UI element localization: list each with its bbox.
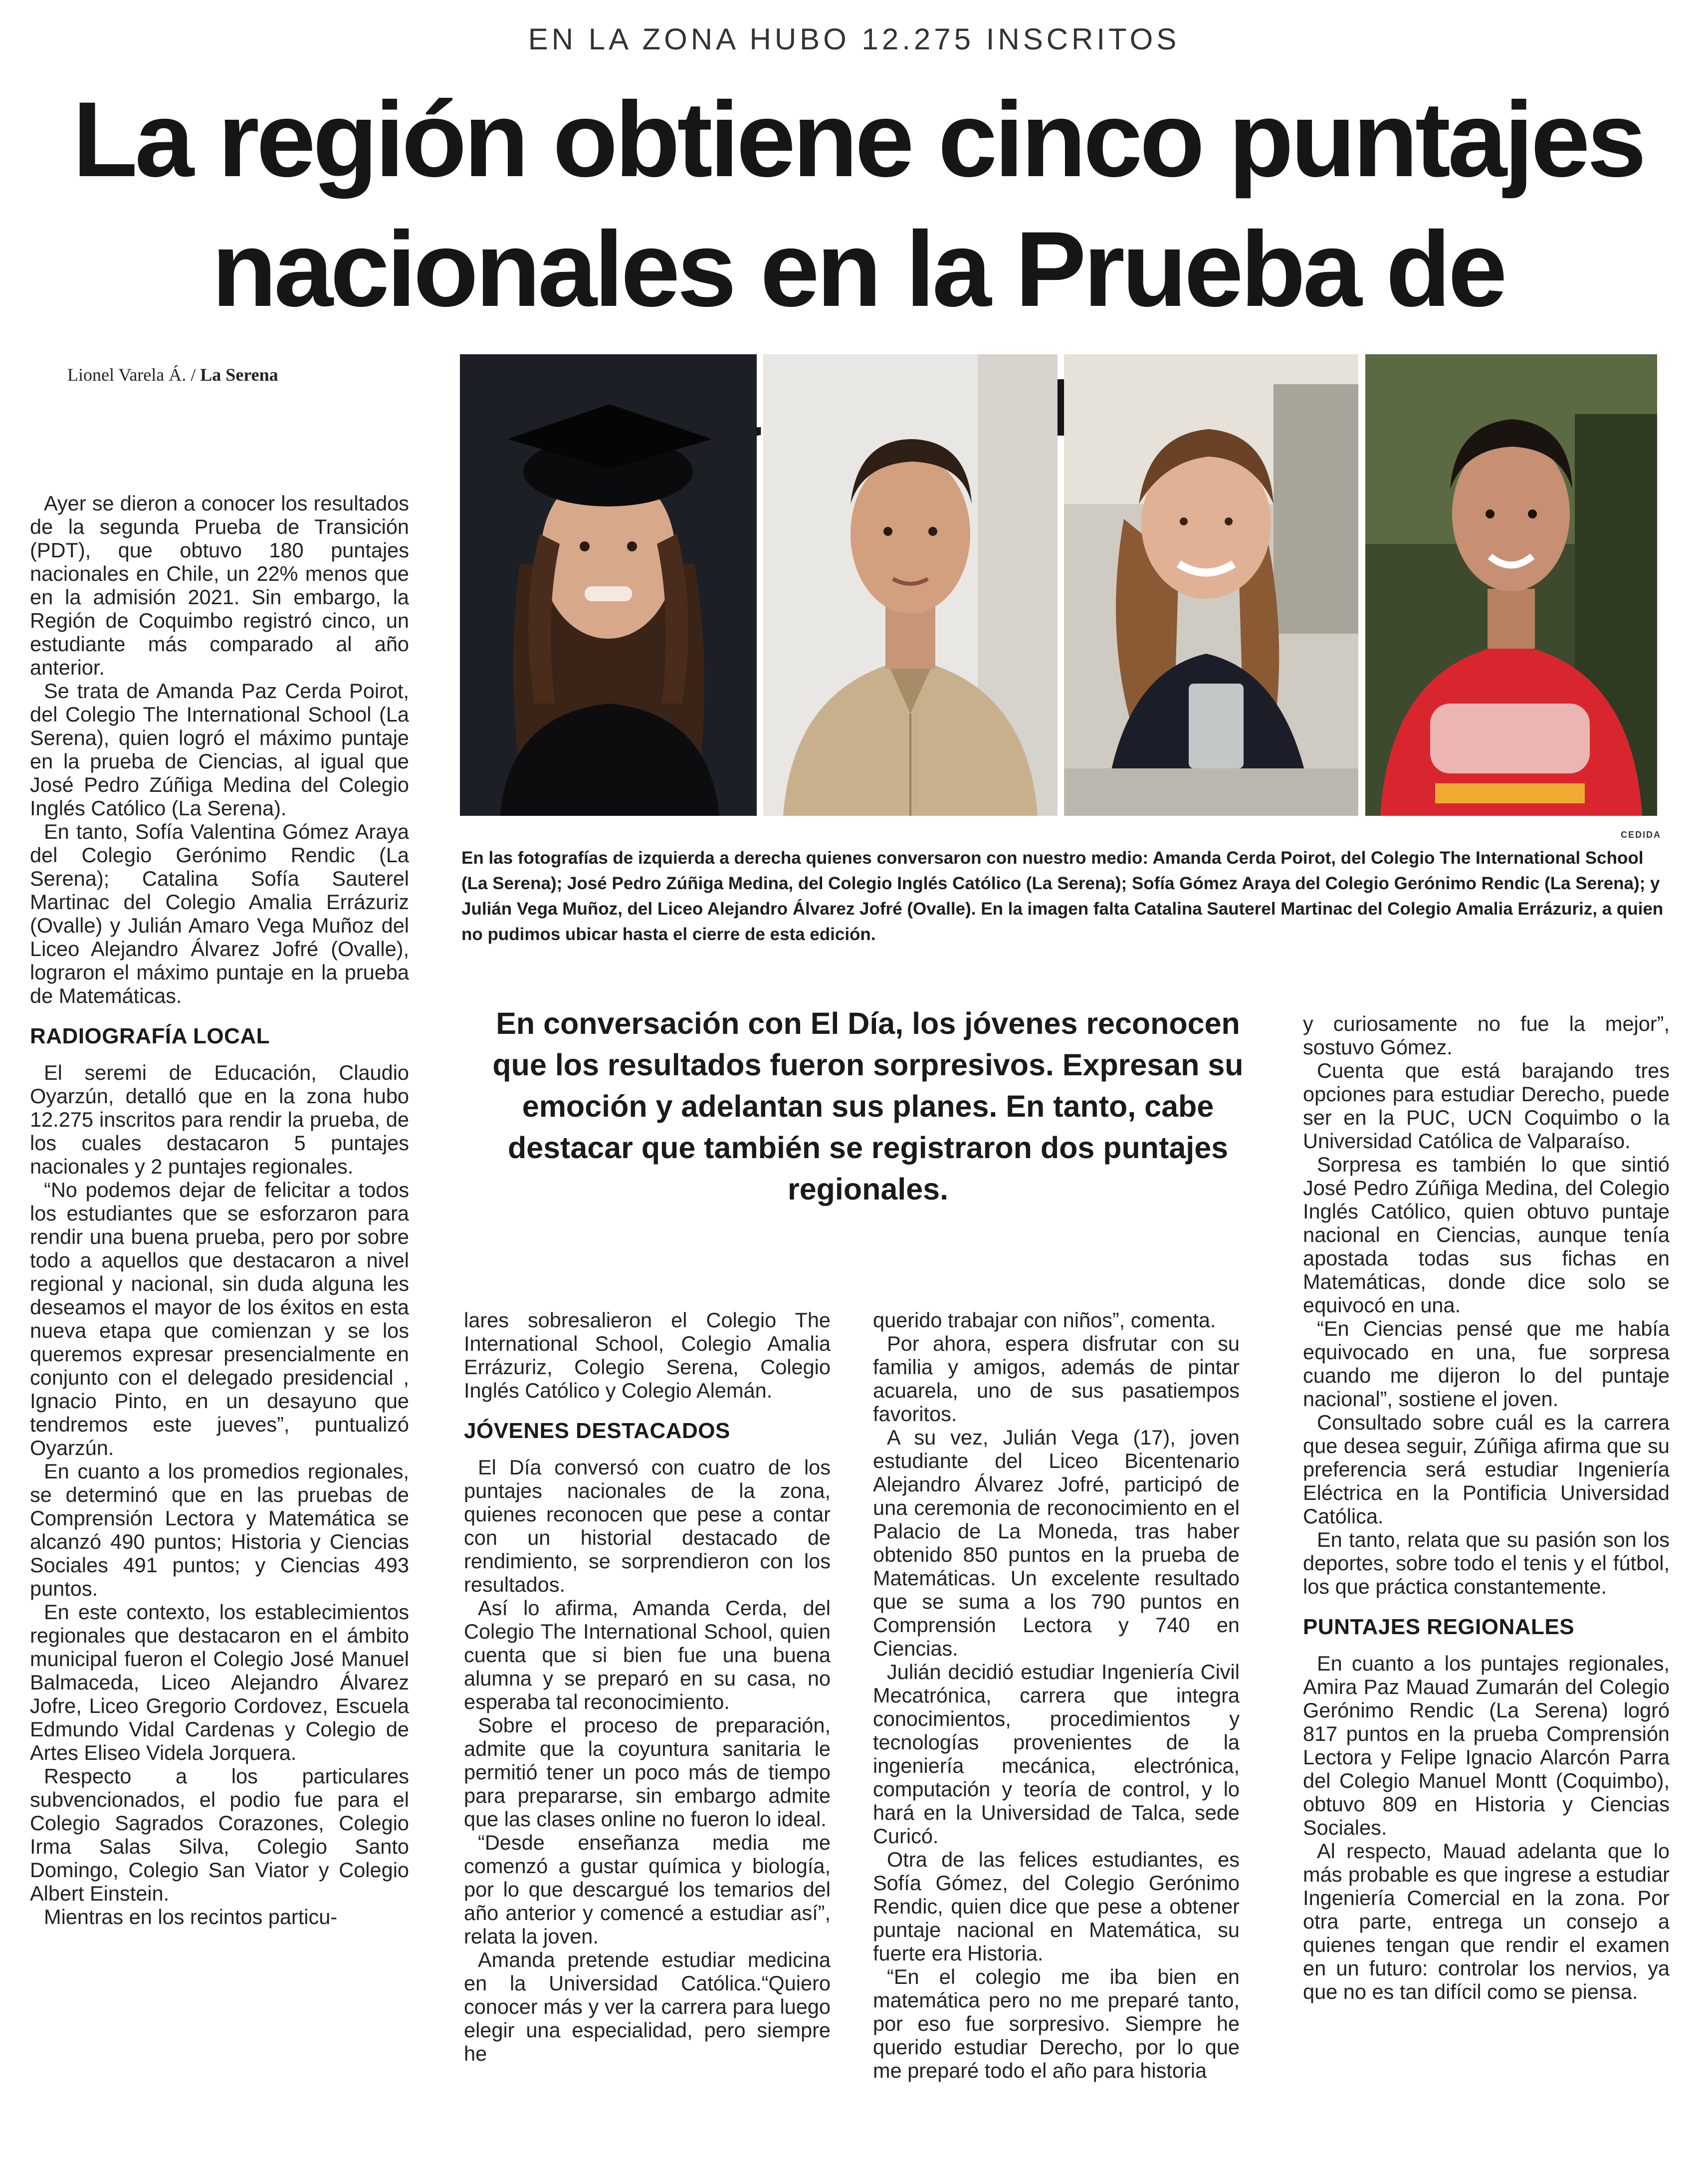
- paragraph: En tanto, Sofía Valentina Gómez Araya del Colegio Gerónimo Rendic (La Serena); Catalina Sofía Sauterel Martinac del Colegio Amalia Errázuriz (Ovalle) y Julián Amaro Vega Muñoz del Liceo Alejandro Álvarez Jofré (Ovalle), lograron el máximo puntaje en la prueba de Matemáticas.: [30, 820, 409, 1007]
- paragraph: Amanda pretende estudiar medicina en la Universidad Católica.“Quiero conocer más y ver la carrera para luego elegir una especialidad, pero siempre he: [464, 1948, 831, 2065]
- paragraph: En cuanto a los promedios regionales, se determinó que en las pruebas de Comprensión Lectora y Matemática se alcanzó 490 puntos; Historia y Ciencias Sociales 491 puntos; y Ciencias 493 puntos.: [30, 1459, 409, 1600]
- byline-location: La Serena: [200, 365, 278, 385]
- article-column-2: [464, 1308, 831, 2065]
- section-heading: PUNTAJES REGIONALES: [1303, 1615, 1575, 1639]
- paragraph: Al respecto, Mauad adelanta que lo más probable es que ingrese a estudiar Ingeniería Comercial en la zona. Por otra parte, entrega un consejo a quienes tengan que rendir el examen en un futuro: controlar los nervios, ya que no es tan difícil como se piensa.: [1303, 1839, 1670, 2003]
- paragraph: Cuenta que está barajando tres opciones para estudiar Derecho, puede ser en la PUC, UCN Coquimbo o la Universidad Católica de Valparaíso.: [1303, 1059, 1670, 1153]
- article-column-1: [30, 491, 409, 1929]
- section-heading: JÓVENES DESTACADOS: [464, 1419, 730, 1443]
- article-column-3: [873, 1308, 1240, 2082]
- paragraph: En cuanto a los puntajes regionales, Amira Paz Mauad Zumarán del Colegio Gerónimo Rendic (La Serena) logró 817 puntos en la prueba Comprensión Lectora y Felipe Ignacio Alarcón Parra del Colegio Manuel Montt (Coquimbo), obtuvo 809 en Historia y Ciencias Sociales.: [1303, 1652, 1670, 1839]
- paragraph: Julián decidió estudiar Ingeniería Civil Mecatrónica, carrera que integra conocimientos, procedimientos y tecnologías provenientes de la ingeniería mecánica, electrónica, computación y teoría de control, y lo hará en la Universidad de Talca, sede Curicó.: [873, 1660, 1240, 1848]
- headline: La región obtiene cinco puntajes nacionales en la Prueba de: [72, 80, 1644, 329]
- paragraph: Por ahora, espera disfrutar con su familia y amigos, además de pintar acuarela, uno de sus pasatiempos favoritos.: [873, 1332, 1240, 1426]
- paragraph: Así lo afirma, Amanda Cerda, del Colegio The International School, quien cuenta que si bien fue una buena alumna y se preparó en su casa, no esperaba tal reconocimiento.: [464, 1596, 831, 1713]
- paragraph: En este contexto, los establecimientos regionales que destacaron en el ámbito municipal fueron el Colegio José Manuel Balmaceda, Liceo Alejandro Álvarez Jofre, Liceo Gregorio Cordovez, Escuela Edmundo Vidal Cardenas y Colegio de Artes Eliseo Videla Jorquera.: [30, 1600, 409, 1764]
- paragraph: lares sobresalieron el Colegio The International School, Colegio Amalia Errázuriz, Colegio Serena, Colegio Inglés Católico y Colegio Alemán.: [464, 1308, 831, 1402]
- paragraph: Sobre el proceso de preparación, admite que la coyuntura sanitaria le permitió tener un poco más de tiempo para prepararse, sin embargo admite que las clases online no fueron lo ideal.: [464, 1713, 831, 1831]
- article-column-4: [1303, 1012, 1670, 2003]
- paragraph: Ayer se dieron a conocer los resultados de la segunda Prueba de Transición (PDT), que obtuvo 180 puntajes nacionales en Chile, un 22% menos que en la admisión 2021. Sin embargo, la Región de Coquimbo registró cinco, un estudiante más comparado al año anterior.: [30, 491, 409, 679]
- paragraph: Se trata de Amanda Paz Cerda Poirot, del Colegio The International School (La Serena), quien logró el máximo puntaje en la prueba de Ciencias, al igual que José Pedro Zúñiga Medina del Colegio Inglés Católico (La Serena).: [30, 679, 409, 820]
- paragraph: En tanto, relata que su pasión son los deportes, sobre todo el tenis y el fútbol, los que práctica constantemente.: [1303, 1528, 1670, 1598]
- paragraph: “No podemos dejar de felicitar a todos los estudiantes que se esforzaron para rendir una buena prueba, pero por sobre todo a aquellos que destacaron a nivel regional y nacional, sin duda alguna les deseamos el mayor de los éxitos en esta nueva etapa que comienzan y se los queremos expresar presencialmente en conjunto con el delegado presidencial , Ignacio Pinto, en un desayuno que tendremos este jueves”, puntualizó Oyarzún.: [30, 1178, 409, 1459]
- byline: [67, 364, 278, 385]
- photo-amanda-cerda: [460, 354, 757, 816]
- paragraph: Consultado sobre cuál es la carrera que desea seguir, Zúñiga afirma que su preferencia será estudiar Ingeniería Eléctrica en la Pontificia Universidad Católica.: [1303, 1411, 1670, 1528]
- paragraph: querido trabajar con niños”, comenta.: [873, 1308, 1216, 1332]
- photo-caption: En las fotografías de izquierda a derecha quienes conversaron con nuestro medio: Amanda Cerda Poirot, del Colegio The International School (La Serena); José Pedro Zúñiga Medina, del Colegio Inglés Católico (La Serena); Sofía Gómez Araya del Colegio Gerónimo Rendic (La Serena); y Julián Vega Muñoz, del Liceo Alejandro Álvarez Jofré (Ovalle). En la imagen falta Catalina Sauterel Martinac del Colegio Amalia Errázuriz, a quien no pudimos ubicar hasta el cierre de esta edición.: [461, 848, 1664, 944]
- photo-credit: CEDIDA: [1620, 830, 1661, 840]
- photo-sofia-gomez: [1064, 354, 1358, 816]
- paragraph: “En Ciencias pensé que me había equivocado en una, fue sorpresa cuando me dijeron lo del puntaje nacional”, sostiene el joven.: [1303, 1317, 1670, 1411]
- paragraph: Mientras en los recintos particu-: [44, 1905, 338, 1929]
- photo-jose-pedro-zuniga: [763, 354, 1058, 816]
- paragraph: y curiosamente no fue la mejor”, sostuvo Gómez.: [1303, 1012, 1670, 1059]
- paragraph: A su vez, Julián Vega (17), joven estudiante del Liceo Bicentenario Alejandro Álvarez Jofré, participó de una ceremonia de reconocimiento en el Palacio de La Moneda, tras haber obtenido 850 puntos en la prueba de Matemáticas. Un excelente resultado que se suma a los 790 puntos en Comprensión Lectora y 740 en Ciencias.: [873, 1426, 1240, 1660]
- photo-julian-vega: [1365, 354, 1657, 816]
- paragraph: “En el colegio me iba bien en matemática pero no me preparé tanto, por eso fue sorpresivo. Siempre he querido estudiar Derecho, por lo que me preparé todo el año para historia: [873, 1965, 1240, 2082]
- paragraph: Otra de las felices estudiantes, es Sofía Gómez, del Colegio Gerónimo Rendic, quien dice que pese a obtener puntaje nacional en Matemática, su fuerte era Historia.: [873, 1848, 1240, 1965]
- paragraph: Sorpresa es también lo que sintió José Pedro Zúñiga Medina, del Colegio Inglés Católico, quien obtuvo puntaje nacional en Ciencias, aunque tenía apostada todas sus fichas en Matemáticas, donde dice solo se equivocó en una.: [1303, 1153, 1670, 1317]
- paragraph: El Día conversó con cuatro de los puntajes nacionales de la zona, quienes reconocen que pese a contar con un historial destacado de rendimiento, se sorprendieron con los resultados.: [464, 1455, 831, 1596]
- byline-separator: /: [191, 365, 196, 385]
- paragraph: Respecto a los particulares subvencionados, el podio fue para el Colegio Sagrados Corazones, Colegio Irma Salas Silva, Colegio Santo Domingo, Colegio San Viator y Colegio Albert Einstein.: [30, 1764, 409, 1905]
- paragraph: “Desde enseñanza media me comenzó a gustar química y biología, por lo que descargué los temarios del año anterior y comencé a estudiar así”, relata la joven.: [464, 1831, 831, 1948]
- paragraph: El seremi de Educación, Claudio Oyarzún, detalló que en la zona hubo 12.275 inscritos para rendir la prueba, de los cuales destacaron 5 puntajes nacionales y 2 puntajes regionales.: [30, 1061, 409, 1178]
- section-heading: RADIOGRAFÍA LOCAL: [30, 1024, 270, 1048]
- kicker: EN LA ZONA HUBO 12.275 INSCRITOS: [528, 22, 1180, 56]
- byline-author: Lionel Varela Á.: [67, 365, 187, 385]
- pullquote: En conversación con El Día, los jóvenes reconocen que los resultados fueron sorpresivos. Expresan su emoción y adelantan sus planes. En tanto, cabe destacar que también se registraron dos puntajes regionales.: [492, 1006, 1244, 1206]
